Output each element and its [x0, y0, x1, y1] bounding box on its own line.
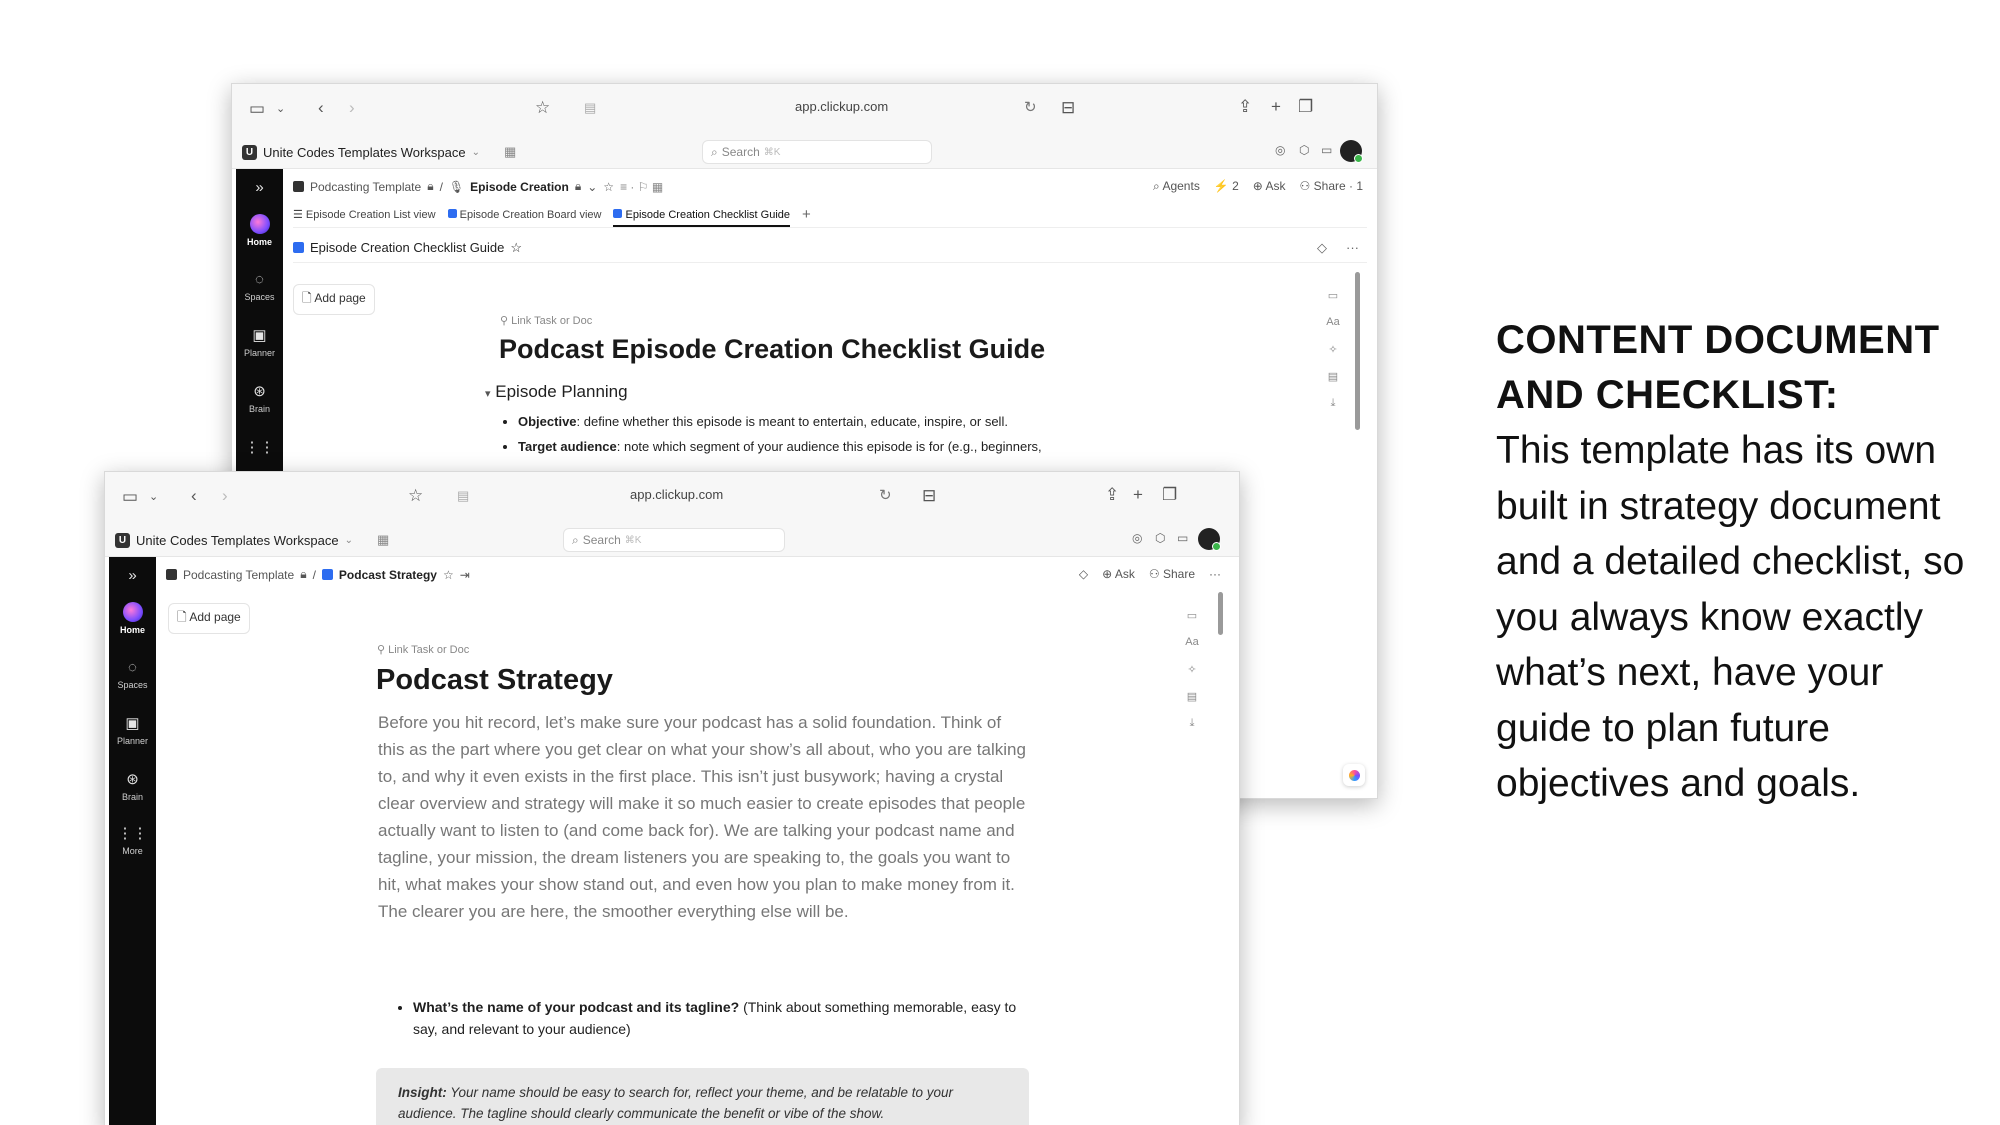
- browser-toolbar: [232, 84, 1377, 133]
- intro-paragraph: Before you hit record, let’s make sure your podcast has a solid foundation. Think of this as the part where you get clear on what your show’s all about, who you are talking to, and why it even exists in the first place. This isn’t just busywork; having a crystal clear overview and strategy will make it so much easier to create episodes that people actually want to listen to (and come back for). We are talking your podcast name and tagline, your mission, the dream listeners you are speaking to, the goals you want to hit, what makes your show stand out, and even how you plan to make money from it. The clearer you are here, the smoother everything else will be.: [378, 713, 1026, 921]
- insight-callout: Insight: Your name should be easy to search for, reflect your theme, and be relatable to your audience. The tagline should clearly communicate the benefit or vibe of the show.: [376, 1068, 1029, 1125]
- avatar[interactable]: [1340, 140, 1362, 162]
- reload-icon[interactable]: ↻: [1024, 99, 1037, 116]
- planet-icon: ◌: [128, 659, 137, 676]
- grid-icon: ⋮⋮: [244, 439, 275, 456]
- tag-icon[interactable]: ◇: [1078, 567, 1089, 581]
- list-item: • Objective: define whether this episode is meant to entertain, educate, inspire, or sell.: [518, 409, 1158, 434]
- forward-arrow-icon[interactable]: ›: [222, 486, 228, 505]
- back-arrow-icon[interactable]: ‹: [318, 98, 324, 117]
- download-icon[interactable]: ⤓: [1189, 717, 1195, 729]
- shield-icon[interactable]: ⬡: [1155, 531, 1166, 545]
- tabs-overview-icon[interactable]: ❐: [1298, 97, 1314, 116]
- brain-icon: ⊛: [253, 383, 266, 400]
- chevron-down-icon: ⌄: [344, 534, 353, 546]
- breadcrumb-current[interactable]: Episode Creation: [470, 179, 569, 194]
- scrollbar[interactable]: [1218, 592, 1223, 635]
- lock-icon: 🔒︎: [427, 179, 434, 193]
- sidebar-item-home[interactable]: Home: [109, 602, 156, 635]
- workspace-switcher[interactable]: [115, 529, 389, 551]
- star-icon[interactable]: ☆: [408, 486, 424, 505]
- reader-icon[interactable]: ▤: [584, 100, 597, 115]
- tag-icon[interactable]: ◇: [1317, 239, 1327, 255]
- browser-toolbar: [105, 472, 1239, 521]
- video-icon[interactable]: ▭: [1177, 531, 1189, 545]
- home-icon: [250, 214, 270, 234]
- ask-button[interactable]: ⊕ Ask: [1102, 567, 1135, 581]
- lock-icon: 🔒︎: [574, 179, 582, 193]
- star-icon[interactable]: ☆: [603, 179, 615, 194]
- calendar-icon: ▣: [125, 715, 140, 732]
- share-icon[interactable]: ⇪: [1105, 485, 1120, 504]
- sidebar-toggle-icon[interactable]: ▭: [249, 99, 266, 118]
- extension-icon[interactable]: ⊟: [1061, 98, 1076, 117]
- caret-down-icon: ▾: [485, 388, 491, 400]
- search-input[interactable]: ⌕ Search ⌘K: [702, 140, 932, 164]
- calendar-icon: ▣: [252, 327, 267, 344]
- shield-icon[interactable]: ⬡: [1299, 143, 1310, 157]
- automations-button[interactable]: ⚡ 2: [1213, 179, 1239, 193]
- scrollbar[interactable]: [1355, 272, 1360, 430]
- doc-icon: [448, 209, 457, 218]
- breadcrumb-current[interactable]: Podcast Strategy: [338, 567, 437, 582]
- doc-title-bar: Episode Creation Checklist Guide ☆ ◇ ···: [293, 233, 1367, 263]
- grid-icon: ⋮⋮: [117, 825, 148, 842]
- add-page-button[interactable]: 🗋︎ Add page: [293, 284, 375, 315]
- bolt-icon: ⚡: [1213, 179, 1229, 193]
- layout-icon[interactable]: ▤: [1186, 691, 1198, 703]
- chevron-down-icon[interactable]: ⌄: [587, 179, 598, 194]
- sidebar-item-more[interactable]: [236, 439, 283, 460]
- chevrons-right-icon: »: [128, 567, 137, 584]
- doc-side-rail: [1323, 289, 1343, 424]
- doc-icon: [293, 242, 304, 253]
- home-icon: [123, 602, 143, 622]
- space-icon: [293, 181, 304, 192]
- doc-side-rail: [1182, 609, 1202, 744]
- main-content: [156, 557, 1239, 1125]
- feature-body: This template has its own built in strategy document and a detailed checklist, so you always know exactly what’s next, have your guide to plan future objectives and goals.: [1496, 429, 1965, 805]
- list-item: • What’s the name of your podcast and its tagline? (Think about something memorable, easy to say, and relevant to your audience): [413, 997, 1033, 1040]
- star-icon[interactable]: ☆: [442, 567, 454, 582]
- header-actions: [1079, 567, 1221, 581]
- space-icon: [166, 569, 177, 580]
- link-task-button[interactable]: ⚲ Link Task or Doc: [377, 644, 470, 656]
- brain-icon: ⊛: [126, 771, 139, 788]
- workspace-bar: [232, 133, 1377, 169]
- share-icon[interactable]: ⇪: [1238, 97, 1253, 116]
- ai-icon[interactable]: ✧: [1187, 664, 1197, 676]
- address-bar[interactable]: app.clickup.com: [795, 99, 889, 114]
- breadcrumb: Podcasting Template 🔒︎ / 🎙︎ Episode Creation 🔒︎ ⌄ ☆ ≡ · ⚐ ▦: [293, 179, 663, 194]
- workspace-switcher[interactable]: [242, 141, 516, 163]
- ai-icon[interactable]: ✧: [1328, 344, 1338, 356]
- more-icon[interactable]: ···: [1346, 240, 1359, 255]
- reload-icon[interactable]: ↻: [879, 487, 892, 504]
- avatar[interactable]: [1198, 528, 1220, 550]
- workspace-logo: U: [115, 533, 130, 548]
- workspace-logo: U: [242, 145, 257, 160]
- reader-icon[interactable]: ▤: [457, 488, 470, 503]
- calendar-icon[interactable]: ▦: [376, 532, 390, 547]
- font-icon[interactable]: Aa: [1326, 316, 1340, 328]
- ai-orb-icon: [1349, 770, 1360, 781]
- star-icon[interactable]: ☆: [510, 239, 523, 255]
- doc-icon: [322, 569, 333, 580]
- check-circle-icon[interactable]: ◎: [1132, 531, 1143, 545]
- sidebar-item-brain[interactable]: ⊛ Brain: [236, 383, 283, 414]
- agents-button[interactable]: ⌕ Agents: [1153, 179, 1200, 193]
- check-circle-icon[interactable]: ◎: [1275, 143, 1286, 157]
- sidebar-item-planner[interactable]: ▣ Planner: [236, 327, 283, 358]
- new-tab-icon[interactable]: +: [1271, 97, 1281, 116]
- mic-icon: 🎙︎: [448, 179, 465, 194]
- chevron-down-icon[interactable]: ⌄: [276, 103, 286, 115]
- page-icon: 🗋︎: [302, 291, 312, 305]
- more-icon[interactable]: ···: [1209, 567, 1221, 581]
- layout-icon[interactable]: ▤: [1327, 371, 1339, 383]
- header-actions: [1153, 179, 1363, 194]
- workspace-name: Unite Codes Templates Workspace: [263, 144, 466, 160]
- link-task-button[interactable]: ⚲ Link Task or Doc: [500, 315, 593, 327]
- breadcrumb-root[interactable]: Podcasting Template: [310, 179, 422, 194]
- workspace-bar: [105, 521, 1239, 557]
- expand-sidebar-button[interactable]: [236, 179, 283, 200]
- workspace-name: Unite Codes Templates Workspace: [136, 532, 339, 548]
- sidebar-item-brain[interactable]: ⊛ Brain: [109, 771, 156, 802]
- chevrons-right-icon: »: [255, 179, 264, 196]
- doc-icon: [613, 209, 622, 218]
- feature-heading: CONTENT DOCUMENT AND CHECKLIST:: [1496, 318, 1940, 417]
- chevron-down-icon[interactable]: ⌄: [149, 491, 159, 503]
- doc-title: Podcast Strategy: [376, 664, 613, 696]
- tabs-overview-icon[interactable]: ❐: [1162, 485, 1178, 504]
- chevron-down-icon: ⌄: [471, 146, 480, 158]
- section-heading[interactable]: ▾ Episode Planning: [485, 382, 628, 401]
- front-browser-window: [104, 471, 1240, 1125]
- tab-checklist-guide[interactable]: Episode Creation Checklist Guide: [613, 209, 790, 227]
- video-icon[interactable]: ▭: [1321, 143, 1333, 157]
- new-tab-icon[interactable]: +: [1133, 485, 1143, 504]
- star-icon[interactable]: ☆: [535, 98, 551, 117]
- lock-icon: 🔒︎: [300, 567, 307, 581]
- toolbar-icons[interactable]: ≡ · ⚐ ▦: [620, 179, 664, 194]
- move-icon[interactable]: ⇥: [459, 567, 470, 582]
- ask-button[interactable]: ⊕ Ask: [1252, 179, 1286, 193]
- search-input[interactable]: ⌕ Search ⌘K: [563, 528, 785, 552]
- expand-sidebar-button[interactable]: [109, 567, 156, 588]
- sidebar-item-home[interactable]: Home: [236, 214, 283, 247]
- sidebar: [109, 557, 156, 1125]
- list-item: • Target audience: note which segment of your audience this episode is for (e.g., beginners,: [518, 434, 1158, 459]
- sidebar-item-planner[interactable]: ▣ Planner: [109, 715, 156, 746]
- breadcrumb: Podcasting Template 🔒︎ / Podcast Strategy ☆ ⇥: [166, 567, 470, 582]
- planning-list: [518, 409, 1158, 459]
- add-view-button[interactable]: +: [802, 206, 811, 223]
- sidebar-item-more[interactable]: ⋮⋮ More: [109, 825, 156, 856]
- sidebar-item-spaces[interactable]: ◌ Spaces: [109, 659, 156, 690]
- extension-icon[interactable]: ⊟: [922, 486, 937, 505]
- feature-description: [1496, 313, 1966, 812]
- calendar-icon[interactable]: ▦: [503, 144, 517, 159]
- add-page-button[interactable]: 🗋︎ Add page: [168, 603, 250, 634]
- forward-arrow-icon[interactable]: ›: [349, 98, 355, 117]
- comment-icon[interactable]: ▭: [1186, 610, 1198, 622]
- comment-icon[interactable]: ▭: [1327, 290, 1339, 302]
- page-icon: 🗋︎: [177, 610, 187, 624]
- sidebar-item-spaces[interactable]: ◌ Spaces: [236, 271, 283, 302]
- search-icon: ⌕: [711, 144, 718, 159]
- ai-assistant-button[interactable]: [1343, 764, 1365, 786]
- sidebar-toggle-icon[interactable]: ▭: [122, 487, 139, 506]
- tab-list-view[interactable]: ☰ Episode Creation List view: [293, 209, 436, 221]
- doc-title: Podcast Episode Creation Checklist Guide: [499, 334, 1046, 364]
- breadcrumb-root[interactable]: Podcasting Template: [183, 567, 295, 582]
- back-arrow-icon[interactable]: ‹: [191, 486, 197, 505]
- tab-board-view[interactable]: Episode Creation Board view: [448, 209, 602, 221]
- planet-icon: ◌: [255, 271, 264, 288]
- share-button[interactable]: ⚇ Share: [1148, 567, 1195, 581]
- download-icon[interactable]: ⤓: [1330, 397, 1336, 409]
- address-bar[interactable]: app.clickup.com: [630, 487, 724, 502]
- view-tabs: [293, 202, 1367, 228]
- share-button[interactable]: ⚇ Share · 1: [1299, 179, 1363, 193]
- font-icon[interactable]: Aa: [1185, 636, 1199, 648]
- search-icon: ⌕: [572, 532, 579, 547]
- questions-list: [413, 997, 1033, 1040]
